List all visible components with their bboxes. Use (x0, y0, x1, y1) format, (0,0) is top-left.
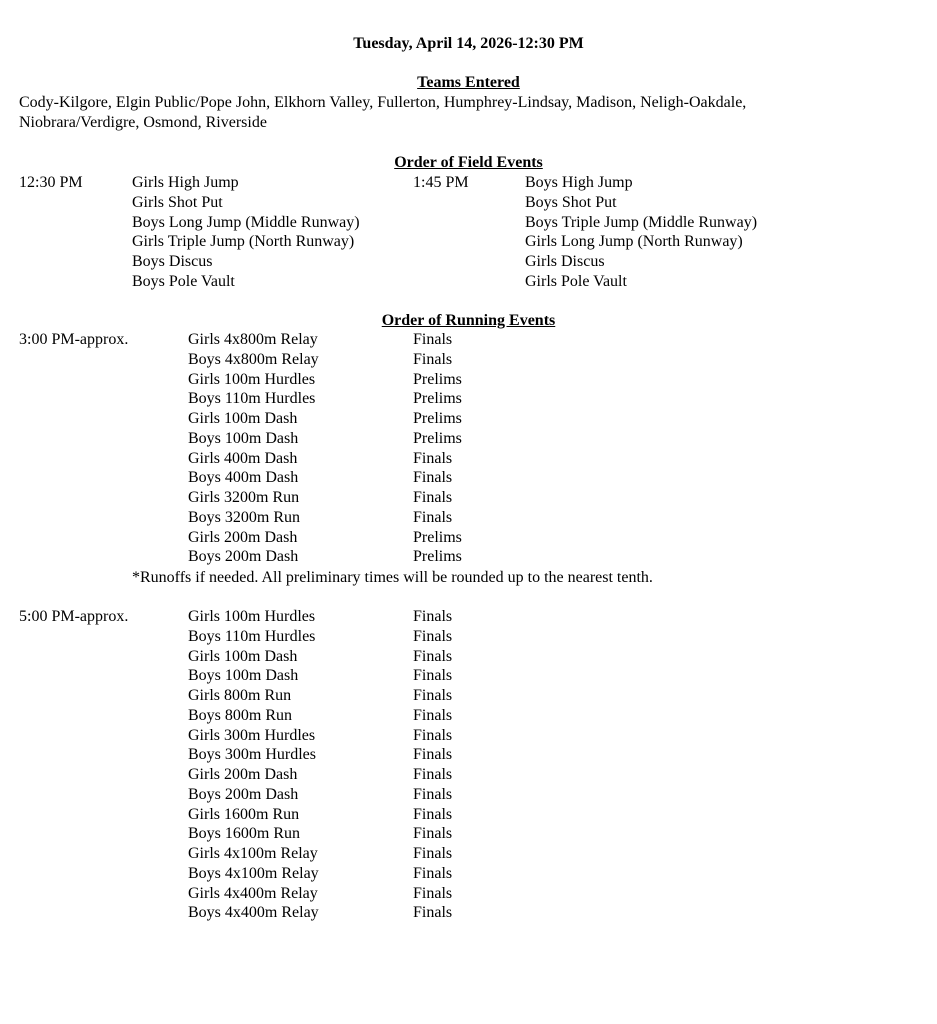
running-event-row (19, 330, 619, 350)
event-round: Finals (413, 805, 453, 823)
running-event-row (19, 805, 619, 825)
event-round: Finals (413, 726, 453, 744)
running-event-row (19, 449, 619, 469)
block-time: 3:00 PM-approx. (19, 331, 129, 348)
running-event-row (19, 785, 619, 805)
event-round: Finals (413, 489, 453, 506)
field-event: Girls Shot Put (132, 193, 223, 211)
event-name: Boys 110m Hurdles (188, 390, 316, 408)
event-name: Girls 100m Hurdles (188, 608, 316, 625)
event-round: Finals (413, 508, 453, 526)
runoff-note: *Runoffs if needed. All preliminary times will be rounded up to the nearest tenth. (132, 569, 653, 586)
running-event-row (19, 844, 619, 864)
field-time-right: 1:45 PM (413, 174, 469, 191)
event-name: Boys 4x800m Relay (188, 350, 319, 368)
field-event: Boys High Jump (525, 174, 633, 191)
event-name: Boys 4x400m Relay (188, 904, 319, 922)
running-event-row (19, 429, 619, 449)
running-event-row (19, 706, 619, 726)
event-name: Boys 4x100m Relay (188, 864, 319, 882)
event-round: Prelims (413, 410, 462, 427)
event-name: Girls 200m Dash (188, 528, 298, 546)
event-round: Prelims (413, 548, 462, 566)
event-round: Finals (413, 687, 453, 704)
teams-heading: Teams Entered (417, 74, 520, 91)
event-round: Finals (413, 746, 453, 764)
field-time-left: 12:30 PM (19, 174, 83, 191)
field-events-heading: Order of Field Events (394, 154, 543, 171)
event-name: Girls 1600m Run (188, 805, 300, 823)
field-event: Girls Discus (525, 253, 605, 270)
running-event-row (19, 488, 619, 508)
event-name: Girls 800m Run (188, 687, 292, 704)
event-round: Finals (413, 884, 453, 902)
event-name: Boys 200m Dash (188, 548, 299, 566)
event-round: Prelims (413, 429, 462, 447)
block-time: 5:00 PM-approx. (19, 608, 129, 625)
running-event-row (19, 647, 619, 667)
event-name: Boys 3200m Run (188, 508, 301, 526)
event-name: Girls 4x400m Relay (188, 884, 318, 902)
event-name: Boys 300m Hurdles (188, 746, 316, 764)
page-title: Tuesday, April 14, 2026-12:30 PM (353, 35, 584, 52)
field-events-left (132, 173, 360, 292)
event-name: Boys 1600m Run (188, 825, 301, 843)
running-event-row (19, 528, 619, 548)
event-name: Boys 400m Dash (188, 469, 299, 487)
event-name: Boys 200m Dash (188, 785, 299, 803)
event-name: Girls 200m Dash (188, 766, 298, 783)
event-round: Finals (413, 469, 453, 487)
field-event: Boys Triple Jump (Middle Runway) (525, 213, 758, 231)
event-name: Boys 800m Run (188, 706, 293, 724)
running-event-row (19, 607, 619, 627)
running-event-row (19, 350, 619, 370)
event-name: Girls 100m Dash (188, 647, 298, 665)
running-event-row (19, 824, 619, 844)
event-name: Girls 300m Hurdles (188, 726, 316, 744)
event-round: Finals (413, 706, 453, 724)
field-event: Girls Long Jump (North Runway) (525, 233, 743, 251)
event-round: Finals (413, 667, 453, 685)
running-event-row (19, 468, 619, 488)
running-block-1 (19, 330, 619, 567)
event-name: Girls 100m Dash (188, 410, 298, 427)
event-name: Boys 110m Hurdles (188, 627, 316, 645)
event-round: Finals (413, 331, 453, 348)
running-event-row (19, 903, 619, 923)
running-event-row (19, 389, 619, 409)
event-round: Finals (413, 627, 453, 645)
field-event: Boys Long Jump (Middle Runway) (132, 213, 360, 231)
event-round: Finals (413, 825, 453, 843)
event-name: Girls 4x100m Relay (188, 845, 318, 862)
field-event: Boys Discus (132, 253, 213, 270)
event-round: Finals (413, 449, 453, 467)
event-name: Boys 100m Dash (188, 667, 299, 685)
running-event-row (19, 884, 619, 904)
event-round: Finals (413, 647, 453, 665)
event-name: Boys 100m Dash (188, 429, 299, 447)
event-round: Finals (413, 766, 453, 783)
event-name: Girls 400m Dash (188, 449, 298, 467)
running-event-row (19, 765, 619, 785)
event-name: Girls 100m Hurdles (188, 370, 316, 388)
running-events-heading: Order of Running Events (381, 312, 556, 329)
field-event: Boys Pole Vault (132, 272, 235, 290)
event-round: Finals (413, 608, 453, 625)
event-round: Finals (413, 845, 453, 862)
field-event: Girls Pole Vault (525, 272, 627, 290)
event-round: Prelims (413, 390, 462, 408)
event-round: Finals (413, 785, 453, 803)
event-round: Finals (413, 904, 453, 922)
running-block-2 (19, 607, 619, 923)
running-event-row (19, 745, 619, 765)
teams-list-line-1: Cody-Kilgore, Elgin Public/Pope John, Elkhorn Valley, Fullerton, Humphrey-Lindsay, Madison, Neligh-Oakdale, (19, 94, 747, 111)
event-round: Prelims (413, 370, 462, 388)
running-event-row (19, 409, 619, 429)
field-events-right (525, 173, 757, 292)
running-event-row (19, 508, 619, 528)
running-event-row (19, 686, 619, 706)
field-event: Boys Shot Put (525, 193, 617, 211)
running-event-row (19, 666, 619, 686)
event-round: Prelims (413, 528, 462, 546)
event-round: Finals (413, 350, 453, 368)
field-event: Girls High Jump (132, 174, 239, 191)
running-event-row (19, 370, 619, 390)
running-event-row (19, 726, 619, 746)
event-name: Girls 3200m Run (188, 489, 300, 506)
running-event-row (19, 627, 619, 647)
running-event-row (19, 547, 619, 567)
running-event-row (19, 864, 619, 884)
field-event: Girls Triple Jump (North Runway) (132, 233, 355, 251)
event-round: Finals (413, 864, 453, 882)
teams-list-line-2: Niobrara/Verdigre, Osmond, Riverside (19, 114, 267, 131)
event-name: Girls 4x800m Relay (188, 331, 318, 348)
